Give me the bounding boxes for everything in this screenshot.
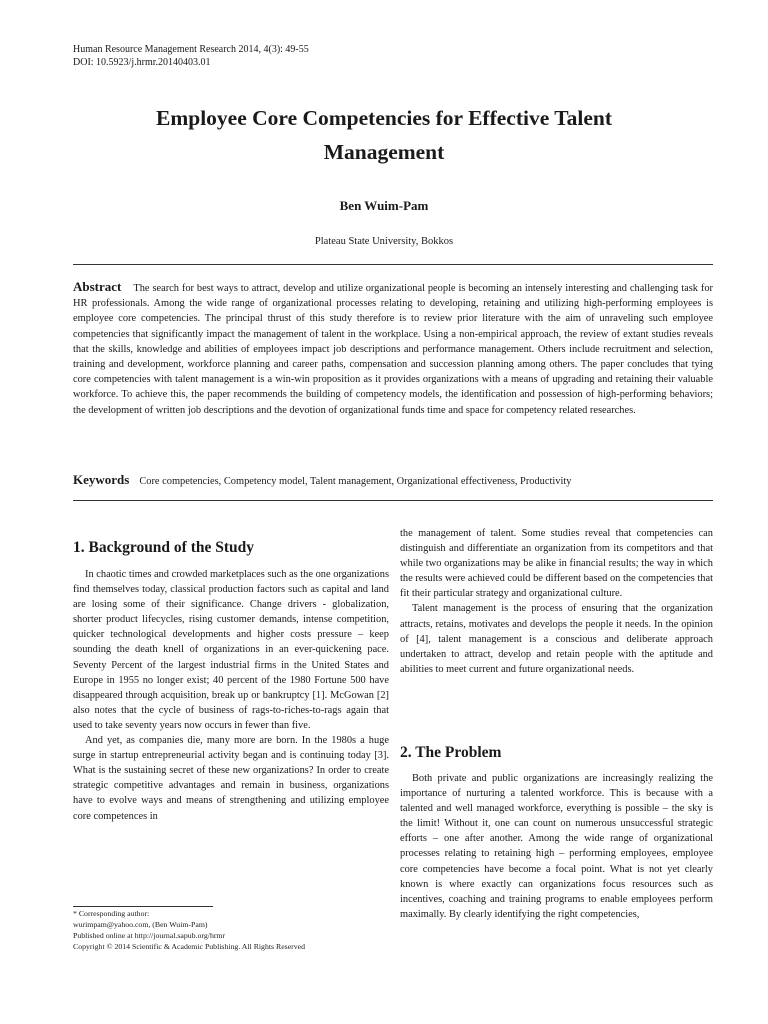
section-heading-problem: 2. The Problem bbox=[400, 744, 502, 761]
right-column-body bbox=[400, 526, 713, 677]
keywords-block bbox=[73, 472, 713, 488]
problem-section-body bbox=[400, 771, 713, 922]
journal-citation: Human Resource Management Research 2014, 4(3): 49-55 bbox=[73, 44, 309, 55]
abstract-label: Abstract bbox=[73, 279, 122, 294]
bottom-divider bbox=[73, 500, 713, 501]
left-column-body bbox=[73, 567, 389, 824]
corresponding-author-note: * Corresponding author: bbox=[73, 909, 150, 918]
journal-header bbox=[73, 43, 309, 69]
author-email: wurimpam@yahoo.com, (Ben Wuim-Pam) bbox=[73, 920, 208, 929]
paragraph: Talent management is the process of ensuring that the organization attracts, retains, motivates and develops the people it needs. In the opinion of [4], talent management is a conscious and deliberate approach undertaken to attract, develop and retain people with the aptitude and abilities to meet current and future organizational needs. bbox=[400, 603, 713, 675]
keywords-label: Keywords bbox=[73, 472, 130, 487]
title-line-2: Management bbox=[323, 140, 445, 164]
footnote-divider bbox=[73, 906, 213, 907]
copyright-note: Copyright © 2014 Scientific & Academic Publishing. All Rights Reserved bbox=[73, 942, 306, 951]
paragraph: the management of talent. Some studies reveal that competencies can distinguish and differentiate an organization from its competitors and that while two organizations may be alike in financial results; the way in which the results were achieved could be different based on the competencies that fit their particular strategy and organizational culture. bbox=[400, 528, 713, 600]
keywords-text: Core competencies, Competency model, Talent management, Organizational effectiveness, Productivity bbox=[139, 476, 572, 487]
paragraph: And yet, as companies die, many more are born. In the 1980s a huge surge in startup entrepreneurial activity began and is continuing today [3]. What is the sustaining secret of these new organizations? In order to create strategic competitive advantages and remain in business, organizations have to evolve ways and means of strengthening and utilizing employee core competences in bbox=[73, 735, 389, 822]
author-affiliation: Plateau State University, Bokkos bbox=[314, 236, 454, 247]
section-heading-background: 1. Background of the Study bbox=[73, 539, 255, 556]
paragraph: Both private and public organizations are increasingly realizing the importance of nurturing a talented workforce. This is because with a talented and well managed workforce, everything is possible – the sky is the limit! Without it, one can count on numerous unsuccessful strategic efforts – one after another. Among the wide range of organizational processes relating to retaining high – performing employees, employee core competencies have become a focal point. What is not yet clearly known is where exactly can organizations focus resources such as incentives, coaching and training programs to enable employees perform maximally. By clearly identifying the right competencies, bbox=[400, 773, 713, 920]
abstract-block bbox=[73, 279, 713, 418]
doi-line: DOI: 10.5923/j.hrmr.20140403.01 bbox=[73, 57, 211, 68]
paper-title bbox=[60, 101, 708, 169]
top-divider bbox=[73, 264, 713, 265]
published-online-note: Published online at http://journal.sapub.org/hrmr bbox=[73, 931, 226, 940]
author-name: Ben Wuim-Pam bbox=[339, 198, 429, 213]
footnote-block bbox=[73, 908, 389, 952]
paragraph: In chaotic times and crowded marketplaces such as the one organizations find themselves today, classical production factors such as capital and land are losing some of their significance. Change drivers - globalization, shorter product lifecycles, rising customer demands, intense competition, quicker technological developments and higher costs pressure – keep sounding the death knell of organizations in an ever-quickening pace. Seventy Percent of the largest industrial firms in the United States and Europe in 1955 no longer exist; 40 percent of the 1980 Fortune 500 have disappeared through acquisition, break up or bankruptcy [1]. McGowan [2] also notes that the cycle of business of rags-to-riches-to-rags again that used to take seventy years now occurs in fewer than five. bbox=[73, 569, 389, 731]
abstract-text: The search for best ways to attract, develop and utilize organizational people is becoming an intensely interesting and challenging task for HR professionals. Among the wide range of organizational processes relating to developing, retaining and utilizing high-performing employees is employee core competencies. The principal thrust of this study therefore is to review prior literature with the aim of unraveling such employee competencies that significantly impact the management of talent in the workplace. Using a non-empirical approach, the review of extant studies reveals that the skills, knowledge and abilities of employees impact job descriptions and performance management. Others include recruitment and selection, training and development, workforce planning and career paths, compensation and succession planning among others. The paper concludes that tying core competencies with talent management is a win-win proposition as it provides organizations with a means of upgrading and retaining their valuable workforce. To achieve this, the paper recommends the building of competency models, the identification and possession of high-performing behaviors; the development of written job descriptions and the devotion of organizational funds time and space for competency related researches. bbox=[73, 283, 713, 416]
title-line-1: Employee Core Competencies for Effective Talent bbox=[156, 106, 612, 130]
